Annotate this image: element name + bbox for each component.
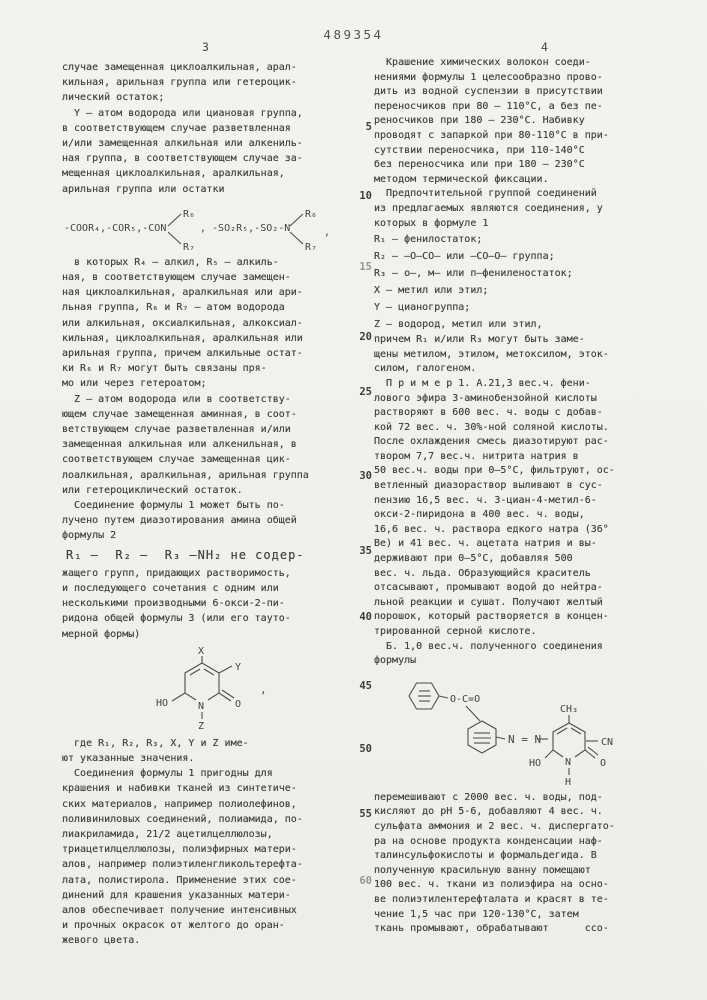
text-line: окси-2-пиридона в 400 вес. ч. воды,: [374, 509, 585, 521]
gutter-line-number: 40: [359, 611, 372, 623]
text-line: кильная, циклоалкильная, аралкильная или: [62, 332, 303, 344]
text-line: кисляют до pH 5-6, добавляют 4 вес. ч.: [374, 806, 603, 818]
text-line: Z – водород, метил или этил,: [374, 319, 543, 331]
text-line: щены метилом, этилом, метоксилом, эток-: [374, 348, 609, 360]
column-right: [374, 56, 666, 937]
text-line: Ве) и 41 вес. ч. ацетата натрия и вы-: [374, 538, 597, 550]
radicals-part1: -COOR₄,-COR₅,-CON: [64, 222, 167, 234]
radicals-r6a: R₆: [183, 208, 196, 220]
text-line: X – метил или этил;: [374, 285, 489, 297]
text-line: динений для крашения указанных матери-: [62, 889, 291, 901]
gutter-line-number: 35: [359, 545, 372, 557]
text-line: Z – атом водорода или в соответству-: [62, 393, 291, 405]
text-line: триацетилцеллюлозы, полиэфирных матери-: [62, 844, 297, 856]
gutter-line-number: 50: [359, 743, 372, 755]
intro-paragraph: [62, 60, 338, 197]
text-line: ра на основе продукта конденсации наф-: [374, 835, 603, 847]
label-y: Y: [235, 661, 242, 673]
text-line: мо или через гетероатом;: [62, 378, 207, 390]
gutter-line-number: 20: [359, 331, 372, 343]
text-line: ки R₆ и R₇ могут быть связаны пря-: [62, 363, 267, 375]
label-o: O: [600, 757, 607, 769]
text-line: жащего групп, придающих растворимость,: [62, 567, 291, 579]
text-line: льной реакции и сушат. Получают желтый: [374, 596, 603, 608]
formula-2: R₁ – R₂ – R₃ –NH₂ не содер-: [66, 547, 305, 562]
text-line: где R₁, R₂, R₃, X, Y и Z име-: [62, 737, 249, 749]
text-line: Соединение формулы 1 может быть по-: [62, 500, 285, 512]
gutter-line-number: 25: [359, 386, 372, 398]
text-line: методом термической фиксации.: [374, 173, 549, 185]
text-line: в соответствующем случае разветвленная: [62, 122, 291, 134]
part-b-paragraph: [374, 640, 666, 669]
text-line: сутствии переносчика, при 110-140°C: [374, 144, 585, 156]
text-line: лиакриламида, 21/2 ацетилцеллюлозы,: [62, 828, 273, 840]
text-line: силом, галогеном.: [374, 363, 477, 375]
text-line: лический остаток;: [62, 92, 165, 104]
where-paragraph: [62, 736, 338, 766]
label-x: X: [198, 645, 205, 657]
text-line: переносчиков при 80 – 110°C, а без пе-: [374, 100, 603, 112]
text-line: алов обеспечивает получение интенсивных: [62, 904, 297, 916]
text-line: порошок, который растворяется в концен-: [374, 611, 609, 623]
text-line: жевого цвета.: [62, 935, 141, 947]
gutter-line-number: 45: [359, 680, 372, 692]
text-line: 16,6 вес. ч. раствора едкого натра (36°: [374, 523, 609, 535]
text-line: арильная группа или остатки: [62, 183, 225, 195]
text-line: замещенная алкильная или алкенильная, в: [62, 439, 297, 451]
z-definition-paragraph: [62, 392, 338, 498]
text-line: R₃ – о–, м– или п–фениленостаток;: [374, 268, 573, 280]
text-line: проводят с запаркой при 80-110°C в при-: [374, 129, 609, 141]
text-line: ве полиэтилентерефталата и красят в те-: [374, 893, 609, 905]
text-line: льная группа, R₆ и R₇ – атом водорода: [62, 302, 285, 314]
example-paragraph: [374, 377, 666, 640]
text-line: и прочных окрасок от желтого до оран-: [62, 920, 285, 932]
text-line: и последующего сочетания с одним или: [62, 582, 279, 594]
text-line: алов, например полиэтиленгликольтерефта-: [62, 859, 303, 871]
text-line: которых в формуле 1: [374, 217, 489, 229]
text-line: трированной серной кислоте.: [374, 626, 537, 637]
text-line: Соединения формулы 1 пригодны для: [62, 768, 273, 780]
text-line: в которых R₄ – алкил, R₅ – алкиль-: [62, 256, 279, 268]
radicals-r7b: R₇: [305, 241, 318, 253]
patent-number: 489354: [323, 27, 384, 42]
text-line: талинсульфокислоты и формальдегида. В: [374, 850, 597, 862]
label-ch3: CH₃: [560, 703, 579, 715]
radicals-r7a: R₇: [183, 241, 196, 253]
text-line: крашения и набивки тканей из синтетиче-: [62, 783, 297, 795]
text-line: причем R₁ и/или R₃ могут быть заме-: [374, 334, 585, 346]
radicals-part2: , -SO₂R₅,-SO₂-N: [200, 222, 291, 234]
azo-dye-structure: [374, 671, 664, 789]
substituents-list: [374, 231, 666, 333]
text-line: Б. 1,0 вес.ч. полученного соединения: [374, 640, 603, 652]
coupling-paragraph: [62, 566, 338, 642]
label-azo-group: N = N: [508, 732, 542, 746]
text-line: лового эфира 3-аминобензойной кислоты: [374, 392, 597, 404]
column-left: [62, 60, 338, 949]
text-line: лучено путем диазотирования амина общей: [62, 515, 297, 527]
label-n: N: [198, 700, 205, 712]
text-line: ная, в соответствующем случае замещен-: [62, 272, 291, 284]
text-line: перемешивают с 2000 вес. ч. воды, под-: [374, 791, 603, 803]
text-line: Крашение химических волокон соеди-: [374, 57, 591, 68]
note-paragraph: [374, 333, 666, 377]
label-ho: HO: [156, 697, 169, 709]
text-line: мерной формы): [62, 628, 141, 640]
text-line: держивают при 0–5°C, добавляя 500: [374, 553, 573, 565]
page-number-left: 3: [202, 40, 209, 54]
text-line: отсасывают, промывают водой до нейтра-: [374, 582, 603, 594]
text-line: ридона общей формулы 3 (или его тауто-: [62, 613, 291, 625]
text-line: R₁ – фенилостаток;: [374, 234, 483, 246]
text-line: кильная, арильная группа или гетероцик-: [62, 77, 297, 89]
label-n: N: [565, 756, 572, 768]
gutter-line-number: 10: [359, 190, 372, 202]
text-line: сульфата аммония и 2 вес. ч. диспергато-: [374, 820, 615, 832]
text-line: ткань промывают, обрабатывают ссо-: [374, 923, 609, 935]
radicals-formula: [62, 199, 334, 255]
text-line: лата, полистирола. Применение этих сое-: [62, 874, 297, 886]
text-line: R₂ – –O–CO– или –CO–O– группа;: [374, 251, 555, 263]
label-comma: ,: [260, 682, 267, 696]
text-line: 100 вес. ч. ткани из полиэфира на осно-: [374, 879, 609, 891]
preparation-paragraph: [62, 498, 338, 544]
text-line: лоалкильная, аралкильная, арильная группа: [62, 469, 309, 481]
r-definitions-paragraph: [62, 255, 338, 392]
text-line: Y – цианогруппа;: [374, 302, 471, 314]
text-line: ют указанные значения.: [62, 752, 195, 764]
gutter-line-number: 60: [359, 875, 372, 887]
usage-paragraph: [62, 766, 338, 948]
text-line: растворяют в 600 вес. ч. воды с добав-: [374, 407, 603, 419]
radicals-r6b: R₆: [305, 208, 318, 220]
text-line: или алкильная, оксиалкильная, алкоксиал-: [62, 317, 303, 329]
text-line: формулы 2: [62, 530, 117, 542]
text-line: ная группа, в соответствующем случае за-: [62, 153, 303, 165]
text-line: реносчиков при 180 – 230°C. Набивку: [374, 115, 585, 127]
text-line: После охлаждения смесь диазотируют рас-: [374, 436, 609, 448]
label-z: Z: [198, 720, 205, 732]
text-line: ветленный диазораствор выливают в сус-: [374, 480, 603, 492]
text-line: соответствующем случае замещенная цик-: [62, 454, 291, 466]
text-line: Предпочтительной группой соединений: [374, 188, 597, 200]
text-line: нениями формулы 1 целесообразно прово-: [374, 71, 603, 83]
text-line: чение 1,5 час при 120-130°C, затем: [374, 908, 579, 920]
text-line: ских материалов, например полиолефинов,: [62, 798, 297, 810]
text-line: арильная группа, причем алкильные остат-: [62, 348, 303, 360]
text-line: П р и м е р 1. А.21,3 вес.ч. фени-: [374, 377, 591, 389]
label-h: H: [565, 776, 572, 788]
label-cn: CN: [601, 736, 614, 748]
label-o: O: [235, 698, 242, 710]
text-line: из предлагаемых являются соединения, у: [374, 202, 603, 214]
text-line: ная циклоалкильная, аралкильная или ари-: [62, 287, 303, 299]
text-line: случае замещенная циклоалкильная, арал-: [62, 62, 297, 73]
text-line: поливиниловых соединений, полиамида, по-: [62, 813, 303, 825]
radicals-tail: ,: [324, 226, 331, 238]
text-line: 50 вес.ч. воды при 0–5°C, фильтруют, ос-: [374, 465, 615, 477]
text-line: Y – атом водорода или циановая группа,: [62, 107, 303, 119]
label-ester-group: O-C=O: [450, 693, 481, 705]
text-line: мещенная циклоалкильная, аралкильная,: [62, 168, 285, 180]
text-line: формулы: [374, 655, 417, 667]
text-line: пензию 16,5 вес. ч. 3-циан-4-метил-6-: [374, 494, 597, 506]
text-line: несколькими производными 6-окси-2-пи-: [62, 598, 285, 610]
page-number-right: 4: [541, 40, 548, 54]
label-ho: HO: [529, 757, 542, 769]
text-line: и/или замещенная алкильная или алкениль-: [62, 138, 303, 150]
dyeing-paragraph: [374, 56, 666, 187]
text-line: вес. ч. льда. Образующийся краситель: [374, 567, 591, 579]
gutter-line-number: 55: [359, 808, 372, 820]
gutter-line-number: 5: [365, 121, 372, 133]
gutter-line-number: 15: [359, 261, 372, 273]
text-line: или гетероциклический остаток.: [62, 484, 243, 496]
gutter-line-number: 30: [359, 470, 372, 482]
text-line: ющем случае замещенная аминная, в соот-: [62, 408, 297, 420]
finishing-paragraph: [374, 791, 666, 937]
pyridone-structure-formula-3: [62, 645, 334, 733]
preferred-paragraph: [374, 187, 666, 231]
text-line: дить из водной суспензии в присутствии: [374, 86, 603, 98]
text-line: твором 7,7 вес.ч. нитрита натрия в: [374, 450, 579, 462]
text-line: ветствующем случае разветвленная и/или: [62, 424, 291, 436]
text-line: полученную красильную ванну помещают: [374, 864, 591, 876]
text-line: без переносчика или при 180 – 230°C: [374, 159, 585, 171]
text-line: кой 72 вес. ч. 30%-ной соляной кислоты.: [374, 421, 609, 433]
